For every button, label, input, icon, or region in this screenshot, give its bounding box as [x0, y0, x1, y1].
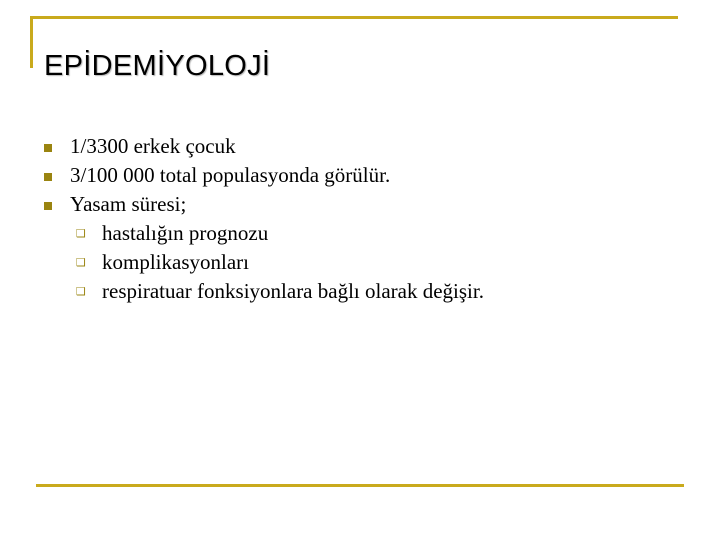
square-bullet-icon	[44, 202, 52, 210]
hollow-square-bullet-icon: ❑	[76, 256, 86, 269]
sub-list-item-text: komplikasyonları	[102, 250, 249, 274]
slide-title: EPİDEMİYOLOJİ	[44, 50, 271, 82]
bullet-list	[44, 132, 684, 306]
list-item	[44, 161, 684, 190]
left-border-line	[30, 16, 33, 68]
sub-list-item	[44, 219, 684, 248]
bottom-border-line	[36, 484, 684, 487]
sub-list-item-text: hastalığın prognozu	[102, 221, 269, 245]
list-item-text: Yasam süresi;	[70, 192, 187, 216]
sub-list-item-text: respiratuar fonksiyonlara bağlı olarak değişir.	[102, 279, 484, 303]
hollow-square-bullet-icon: ❑	[76, 285, 86, 298]
hollow-square-bullet-icon: ❑	[76, 227, 86, 240]
list-item-text: 3/100 000 total populasyonda görülür.	[70, 163, 391, 187]
list-item-text: 1/3300 erkek çocuk	[70, 134, 236, 158]
top-border-line	[30, 16, 678, 19]
list-item	[44, 190, 684, 219]
square-bullet-icon	[44, 144, 52, 152]
list-item	[44, 132, 684, 161]
sub-list-item	[44, 277, 684, 306]
square-bullet-icon	[44, 173, 52, 181]
sub-list-item	[44, 248, 684, 277]
